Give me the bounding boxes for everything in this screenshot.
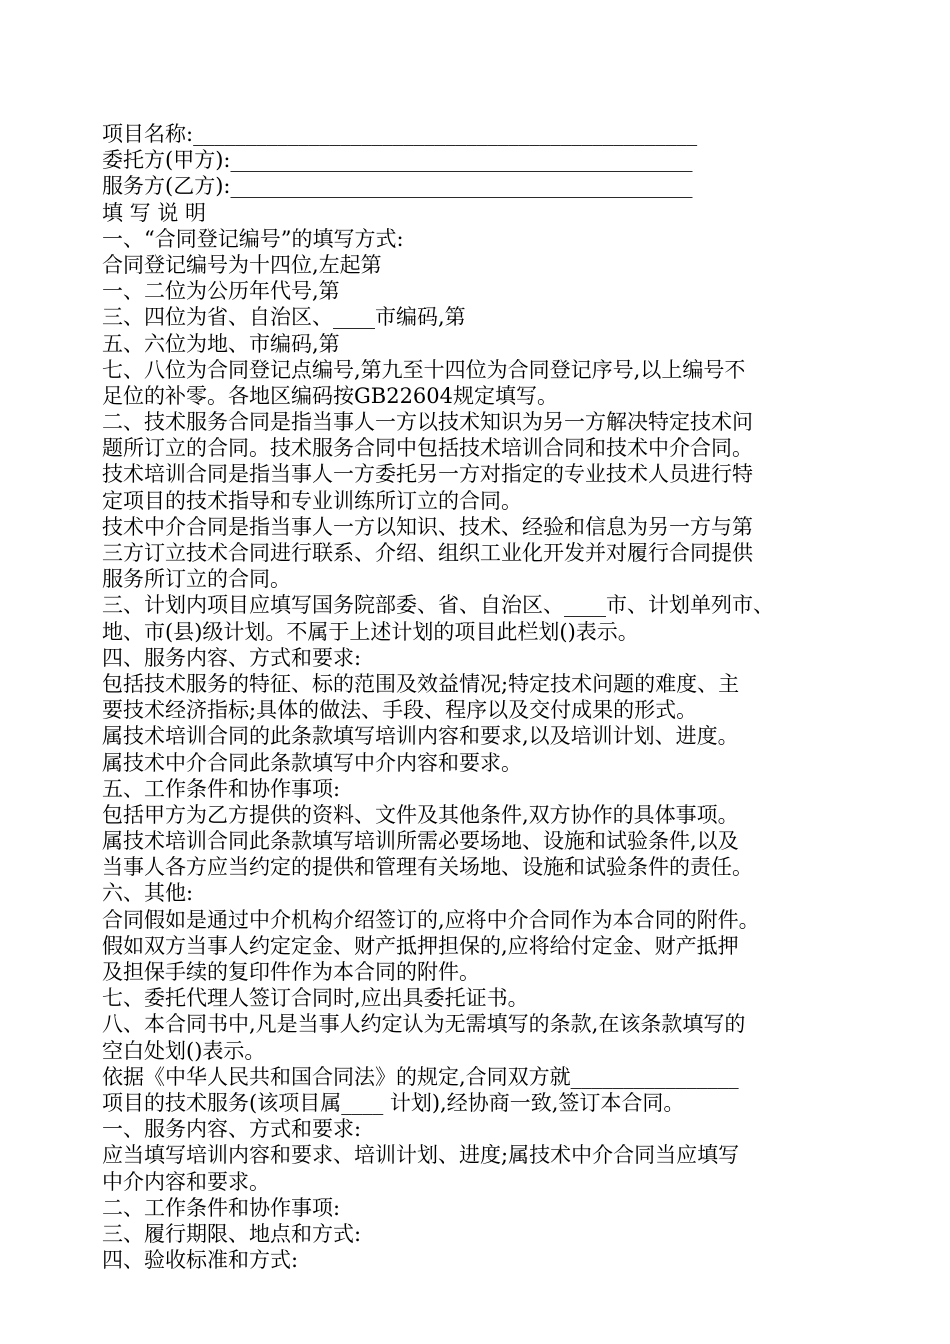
text-line: 中介内容和要求。 [102,1169,270,1194]
text-line: 项目名称:________________________________________________ [102,122,698,146]
text-line: 一、“合同登记编号”的填写方式: [102,226,404,251]
text-line: 属技术中介合同此条款填写中介内容和要求。 [102,750,522,775]
text-line: 七、八位为合同登记点编号,第九至十四位为合同登记序号,以上编号不 [102,357,746,382]
text-line: 空白处划()表示。 [102,1038,266,1063]
text-line: 定项目的技术指导和专业训练所订立的合同。 [102,488,522,513]
text-line: 及担保手续的复印件作为本合同的附件。 [102,960,480,984]
text-line: 六、其他: [102,881,194,906]
text-line: 一、服务内容、方式和要求: [102,1117,362,1142]
text-line: 应当填写培训内容和要求、培训计划、进度;属技术中介合同当应填写 [102,1143,740,1168]
text-line: 合同假如是通过中介机构介绍签订的,应将中介合同作为本合同的附件。 [102,907,760,932]
text-line: 服务所订立的合同。 [102,567,291,592]
text-line: 项目的技术服务(该项目属____ 计划),经协商一致,签订本合同。 [102,1090,685,1115]
text-line: 依据《中华人民共和国合同法》的规定,合同双方就________________ [102,1064,739,1089]
text-line: 二、技术服务合同是指当事人一方以技术知识为另一方解决特定技术问 [102,410,753,435]
text-line: 三方订立技术合同进行联系、介绍、组织工业化开发并对履行合同提供 [102,541,753,565]
text-line: 要技术经济指标;具体的做法、手段、程序以及交付成果的形式。 [102,698,698,723]
text-line: 八、本合同书中,凡是当事人约定认为无需填写的条款,在该条款填写的 [102,1012,746,1037]
text-line: 属技术培训合同此条款填写培训所需必要场地、设施和试验条件,以及 [102,829,739,854]
text-line: 包括甲方为乙方提供的资料、文件及其他条件,双方协作的具体事项。 [102,802,739,827]
text-line: 技术中介合同是指当事人一方以知识、技术、经验和信息为另一方与第 [102,514,753,539]
text-line: 题所订立的合同。技术服务合同中包括技术培训合同和技术中介合同。 [102,436,753,461]
text-line: 属技术培训合同的此条款填写培训内容和要求,以及培训计划、进度。 [102,724,739,749]
text-line: 足位的补零。各地区编码按GB22604规定填写。 [102,383,559,408]
text-line: 五、工作条件和协作事项: [102,776,341,801]
text-line: 技术培训合同是指当事人一方委托另一方对指定的专业技术人员进行特 [102,462,753,487]
document-body [102,121,862,1273]
text-line: 服务方(乙方):____________________________________________ [102,174,693,199]
text-line: 二、工作条件和协作事项: [102,1195,341,1220]
text-line: 四、服务内容、方式和要求: [102,645,362,670]
text-line: 假如双方当事人约定定金、财产抵押担保的,应将给付定金、财产抵押 [102,933,739,958]
text-line: 三、计划内项目应填写国务院部委、省、自治区、____市、计划单列市、 [102,593,774,618]
text-line: 当事人各方应当约定的提供和管理有关场地、设施和试验条件的责任。 [102,855,753,880]
text-line: 合同登记编号为十四位,左起第 [102,252,382,277]
text-line: 七、委托代理人签订合同时,应出具委托证书。 [102,986,529,1011]
text-line: 四、验收标准和方式: [102,1248,299,1273]
text-line: 填 写 说 明 [102,200,207,225]
text-line: 包括技术服务的特征、标的范围及效益情况;特定技术问题的难度、主 [102,671,740,696]
text-line: 委托方(甲方):____________________________________________ [102,148,693,173]
text-line: 五、六位为地、市编码,第 [102,331,340,356]
text-line: 一、二位为公历年代号,第 [102,279,340,304]
text-line: 三、四位为省、自治区、____市编码,第 [102,305,466,330]
text-line: 地、市(县)级计划。不属于上述计划的项目此栏划()表示。 [102,619,639,644]
text-line: 三、履行期限、地点和方式: [102,1221,362,1246]
